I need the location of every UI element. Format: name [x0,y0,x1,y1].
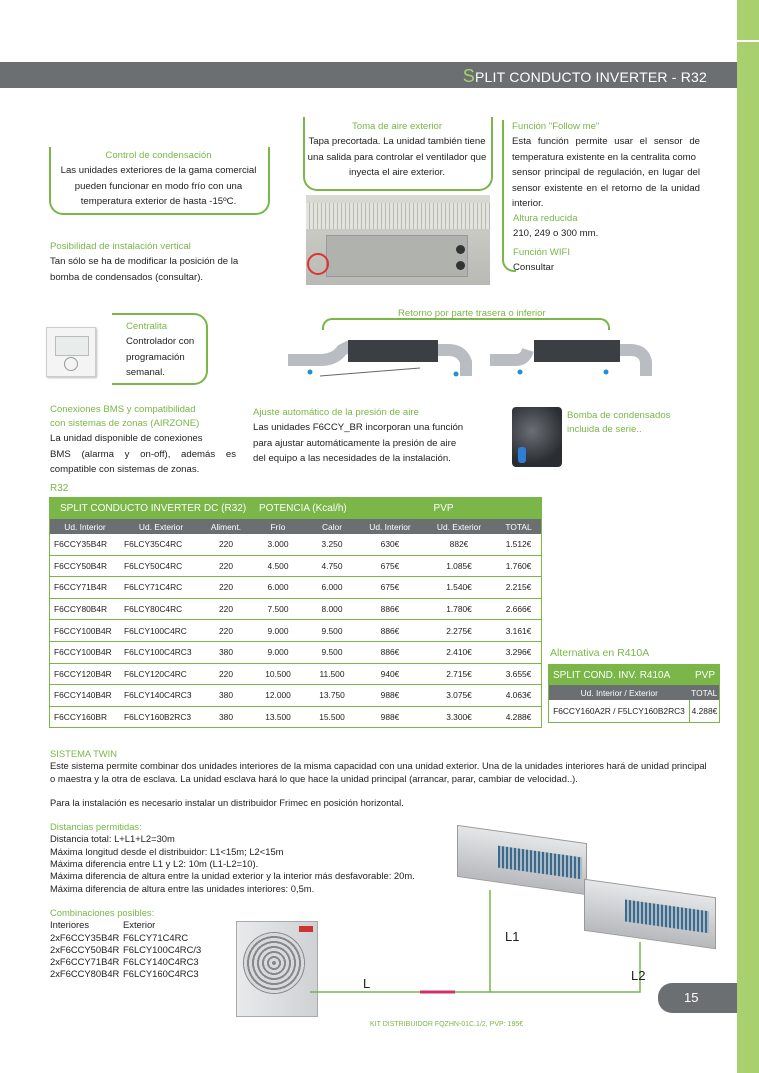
condensacion-block [52,149,265,210]
toma-aire-block [305,120,489,181]
table-cell: F6LCY100C4RC3 [120,641,202,663]
bms-block [50,403,236,478]
main-table-label: R32 [50,483,69,494]
table-cell: 4.063€ [496,685,542,707]
retorno-title: Retorno por parte trasera o inferior [398,308,546,319]
alt-table-pvp: PVP [694,669,715,681]
table-cell: 630€ [358,534,422,555]
dist-title: Distancias permitidas: [50,821,142,833]
table-cell: 220 [202,577,250,599]
centralita-photo [46,327,96,377]
page-header-bar [0,62,737,88]
comb-title: Combinaciones posibles: [50,906,155,918]
alt-cell-units: F6CCY160A2R / F5LCY160B2RC3 [549,700,690,723]
table-cell: 220 [202,663,250,685]
comb-row: 2xF6CCY35B4R F6LCY71C4RC [50,931,189,943]
altura-block [513,212,598,242]
table-cell: 4.288€ [496,706,542,728]
table-row [549,700,720,723]
table-cell: F6CCY140B4R [50,685,121,707]
condensacion-title: Control de condensación [105,150,212,161]
table-cell: 9.500 [306,620,358,642]
table-cell: F6CCY120B4R [50,663,121,685]
main-price-table [49,497,542,728]
table-cell: F6LCY50C4RC [120,555,202,577]
centralita-line: semanal. [126,367,165,378]
table-cell: 10.500 [250,663,306,685]
table-cell: 15.500 [306,706,358,728]
alt-table-label: Alternativa en R410A [550,647,650,659]
table-cell: F6CCY71B4R [50,577,121,599]
table-cell: 7.500 [250,598,306,620]
twin-p1-line: Este sistema permite combinar dos unidades interiores de la misma capacidad con una unidad exterior. Una de la unidades interiores hará de unidad principal [50,760,707,772]
table-cell: 886€ [358,620,422,642]
comb-head: Interiores Exterior [50,919,156,931]
table-cell: 2.275€ [422,620,496,642]
twin-title: SISTEMA TWIN [50,748,118,759]
table-cell: 3.296€ [496,641,542,663]
duct-left [288,340,466,377]
table-cell: 1.085€ [422,555,496,577]
table-cell: 13.750 [306,685,358,707]
follow-me-line: Esta función permite usar el sensor de [512,136,700,147]
col-ud-interior: Ud. Interior [50,519,121,534]
col-aliment: Aliment. [202,519,250,534]
main-table-title-row [50,498,542,520]
follow-me-line: temperatura existente en la centralita como [512,151,696,163]
main-table-potencia: POTENCIA (Kcal/h) [258,503,347,514]
bomba-title: Bomba de condensados [567,410,671,421]
piping-diagram [310,880,670,1015]
alt-col-total: TOTAL [689,685,719,700]
follow-me-line: sensor existente en el retorno de la unidad [512,182,700,194]
col-ud-exterior: Ud. Exterior [120,519,202,534]
table-cell: 13.500 [250,706,306,728]
table-cell: 1.780€ [422,598,496,620]
presion-line: del equipo a las necesidades de la instalación. [253,453,451,464]
table-cell: 3.300€ [422,706,496,728]
table-cell: 886€ [358,598,422,620]
table-row [50,555,542,577]
table-cell: 220 [202,620,250,642]
table-cell: 8.000 [306,598,358,620]
table-cell: 2.215€ [496,577,542,599]
table-cell: F6CCY100B4R [50,620,121,642]
follow-me-line: interior. [512,198,544,209]
vertical-line: Tan sólo se ha de modificar la posición de la [50,256,239,267]
follow-me-title: Función "Follow me" [512,121,600,132]
table-cell: 380 [202,706,250,728]
kit-note: KIT DISTRIBUIDOR FQZHN-01C.1/2, PVP: 195€ [370,1021,524,1028]
col-frio: Frío [250,519,306,534]
table-cell: 1.540€ [422,577,496,599]
dist-line: Distancia total: L+L1+L2=30m [50,833,175,845]
table-cell: 6.000 [306,577,358,599]
condensacion-line: Las unidades exteriores de la gama comercial [60,165,257,176]
toma-aire-line: una salida para controlar el ventilador que [307,151,487,163]
bomba-photo [512,407,562,467]
alt-table-title: SPLIT COND. INV. R410A [553,669,671,681]
table-cell: 12.000 [250,685,306,707]
table-row [50,663,542,685]
centralita-line: Controlador con [126,336,195,347]
table-cell: F6LCY120C4RC [120,663,202,685]
retorno-diagram [280,332,660,382]
presion-line: Las unidades F6CCY_BR incorporan una función [253,422,464,433]
table-cell: 988€ [358,706,422,728]
label-l2: L2 [631,968,646,983]
duct-right [490,340,646,376]
main-table-title: SPLIT CONDUCTO INVERTER DC (R32) [60,503,247,514]
table-cell: 2.666€ [496,598,542,620]
table-cell: 220 [202,534,250,555]
presion-title: Ajuste automático de la presión de aire [253,407,419,418]
toma-aire-title: Toma de aire exterior [351,121,443,132]
table-cell: 3.250 [306,534,358,555]
label-l: L [363,976,371,991]
col-pvp-interior: Ud. Interior [358,519,422,534]
side-strip [737,0,759,1073]
comb-row: 2xF6CCY50B4R F6LCY100C4RC/3 [50,943,202,955]
table-cell: 380 [202,641,250,663]
bms-title: con sistemas de zonas (AIRZONE) [50,418,200,429]
outdoor-unit [236,921,318,1017]
bms-line: La unidad disponible de conexiones [50,433,203,444]
table-cell: 3.075€ [422,685,496,707]
centralita-block [126,320,206,381]
bms-line: compatible con sistemas de zonas. [50,464,200,475]
comb-row: 2xF6CCY80B4R F6LCY160C4RC3 [50,968,199,980]
alt-col-units: Ud. Interior / Exterior [549,685,690,700]
toma-aire-line: Tapa precortada. La unidad también tiene [308,136,486,147]
wifi-title: Función WIFI [513,247,571,258]
table-cell: 9.500 [306,641,358,663]
dist-line: Máxima diferencia de altura entre la unidad exterior y la interior más desfavorable: 20m. [50,870,415,882]
condensacion-line: pueden funcionar en modo frío con una [74,180,243,192]
page-number: 15 [658,983,737,1013]
table-cell: 675€ [358,555,422,577]
table-cell: F6LCY71C4RC [120,577,202,599]
toma-aire-line: inyecta el aire exterior. [349,167,445,178]
table-cell: F6CCY100B4R [50,641,121,663]
table-cell: 3.000 [250,534,306,555]
table-cell: F6CCY50B4R [50,555,121,577]
table-cell: 4.500 [250,555,306,577]
table-cell: F6LCY35C4RC [120,534,202,555]
bomba-title: incluida de serie.. [567,424,642,435]
centralita-line: programación [126,351,185,363]
table-row [50,706,542,728]
dist-line: Máxima diferencia entre L1 y L2: 10m (L1-L2=10). [50,858,259,870]
alt-price-table [548,664,720,723]
col-calor: Calor [306,519,358,534]
table-cell: 4.750 [306,555,358,577]
alt-table-title-row [549,665,720,686]
table-cell: 6.000 [250,577,306,599]
col-total: TOTAL [496,519,542,534]
table-cell: 988€ [358,685,422,707]
table-cell: 9.000 [250,620,306,642]
wifi-block [513,246,570,276]
col-pvp-exterior: Ud. Exterior [422,519,496,534]
presion-block [253,406,493,467]
table-cell: F6CCY160BR [50,706,121,728]
table-cell: 882€ [422,534,496,555]
condensacion-line: temperatura exterior de hasta -15ºC. [80,196,237,207]
table-row [50,598,542,620]
vertical-title: Posibilidad de instalación vertical [50,241,191,252]
table-cell: 3.655€ [496,663,542,685]
follow-me-block [512,120,700,212]
retorno-bracket [322,318,610,330]
bomba-block [567,409,670,437]
table-row [50,685,542,707]
altura-title: Altura reducida [513,213,578,224]
table-cell: F6LCY100C4RC [120,620,202,642]
bms-title: Conexiones BMS y compatibilidad [50,404,196,415]
presion-line: para ajustar automáticamente la presión de aire [253,437,457,449]
table-cell: 2.410€ [422,641,496,663]
bms-line: BMS (alarma y on-off), además es [50,448,236,460]
dist-line: Máxima longitud desde el distribuidor: L1<15m; L2<15m [50,845,284,857]
main-table-pvp: PVP [433,503,454,514]
table-cell: F6CCY35B4R [50,534,121,555]
table-cell: 3.161€ [496,620,542,642]
vertical-block [50,240,280,285]
table-cell: 1.760€ [496,555,542,577]
centralita-title: Centralita [126,321,168,332]
vertical-line: bomba de condensados (consultar). [50,271,204,283]
table-cell: 1.512€ [496,534,542,555]
table-cell: F6LCY160B2RC3 [120,706,202,728]
table-row [50,620,542,642]
alt-cell-total: 4.288€ [691,706,718,716]
table-cell: 220 [202,598,250,620]
comb-row: 2xF6CCY71B4R F6LCY140C4RC3 [50,956,199,968]
table-cell: 380 [202,685,250,707]
table-cell: 9.000 [250,641,306,663]
twin-p1-line: o maestra y la otra de esclava. La unidad esclava hará lo que hace la unidad principal (arrancar, parar, cambiar de velocidad..). [50,772,578,784]
table-row [50,534,542,555]
wifi-text: Consultar [513,262,555,273]
dist-line: Máxima diferencia de altura entre las unidades interiores: 0,5m. [50,882,315,894]
table-row [50,641,542,663]
altura-text: 210, 249 o 300 mm. [513,228,599,239]
table-cell: 886€ [358,641,422,663]
label-l1: L1 [505,929,520,944]
table-cell: 220 [202,555,250,577]
table-cell: F6LCY140C4RC3 [120,685,202,707]
table-row [50,577,542,599]
table-cell: F6CCY80B4R [50,598,121,620]
indoor-unit-photo [306,195,490,285]
table-cell: 940€ [358,663,422,685]
table-cell: 675€ [358,577,422,599]
table-cell: F6LCY80C4RC [120,598,202,620]
twin-p2: Para la instalación es necesario instalar un distribuidor Frimec en posición horizontal. [50,796,404,808]
follow-me-line: sensor principal de regulación, en lugar del [512,167,700,178]
table-cell: 11.500 [306,663,358,685]
page-title: SPLIT CONDUCTO INVERTER - R32 [462,66,707,86]
table-cell: 2.715€ [422,663,496,685]
